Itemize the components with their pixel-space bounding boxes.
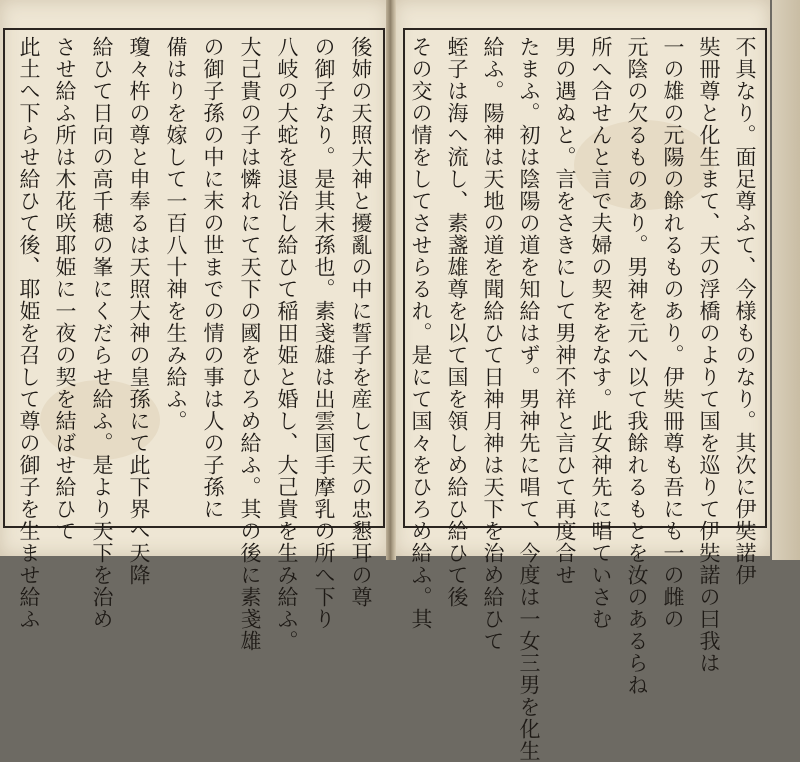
book-gutter (386, 0, 396, 560)
right-column: 不具なり。面足尊ふて、今様ものなり。其次に伊奘諾伊 (733, 36, 757, 586)
right-column: 所へ合せんと言で夫婦の契ををなす。此女神先に唱ていさむ (589, 36, 613, 630)
left-column: 瓊々杵の尊と申奉るは天照大神の皇孫にて此下界へ天降 (127, 36, 151, 586)
right-column: 蛭子は海へ流し、素盞雄尊を以て国を領しめ給ひ給ひて後 (445, 36, 469, 608)
left-column: 給ひて日向の高千穂の峯にくだらせ給ふ。是より天下を治め (90, 36, 114, 630)
right-column: たまふ。初は陰陽の道を知給はず。男神先に唱て、今度は一女三男を化生 (517, 36, 541, 762)
side-tab (772, 0, 800, 560)
left-column: 八岐の大蛇を退治し給ひて稲田姫と婚し、大己貴を生み給ふ。 (275, 36, 299, 652)
left-column: 後姉の天照大神と擾亂の中に誓子を産して天の忠懇耳の尊 (349, 36, 373, 608)
right-text-frame (403, 28, 767, 762)
right-column: その交の情をしてさせらるれ。是にて国々をひろめ給ふ。其 (409, 36, 433, 630)
left-column: の御子孫の中に末の世までの情の事は人の子孫に (201, 36, 225, 520)
left-column: の御子なり。是其末孫也。素戔雄は出雲国手摩乳の所へ下り (312, 36, 336, 630)
left-column: させ給ふ所は木花咲耶姫に一夜の契を結ばせ給ひて (53, 36, 77, 542)
right-column: 奘冊尊と化生まて、天の浮橋のよりて国を巡りて伊奘諾の曰我は (697, 36, 721, 674)
left-text-frame (3, 28, 385, 652)
left-column: 此土へ下らせ給ひて後、耶姫を召して尊の御子を生ませ給ふ (17, 36, 41, 630)
right-column: 元陰の欠るものあり。男神を元へ以て我餘れるもとを汝のあるらね (625, 36, 649, 696)
right-column: 一の雄の元陽の餘れるものあり。伊奘冊尊も吾にも一の雌の (661, 36, 685, 630)
right-column: 男の遇ぬと。言をさきにして男神不祥と言ひて再度合せ (553, 36, 577, 586)
right-column: 給ふ。陽神は天地の道を聞給ひて日神月神は天下を治め給ひて (481, 36, 505, 652)
left-column: 備はりを嫁して一百八十神を生み給ふ。 (164, 36, 188, 432)
left-column: 大己貴の子は憐れにて天下の國をひろめ給ふ。其の後に素戔雄 (238, 36, 262, 652)
